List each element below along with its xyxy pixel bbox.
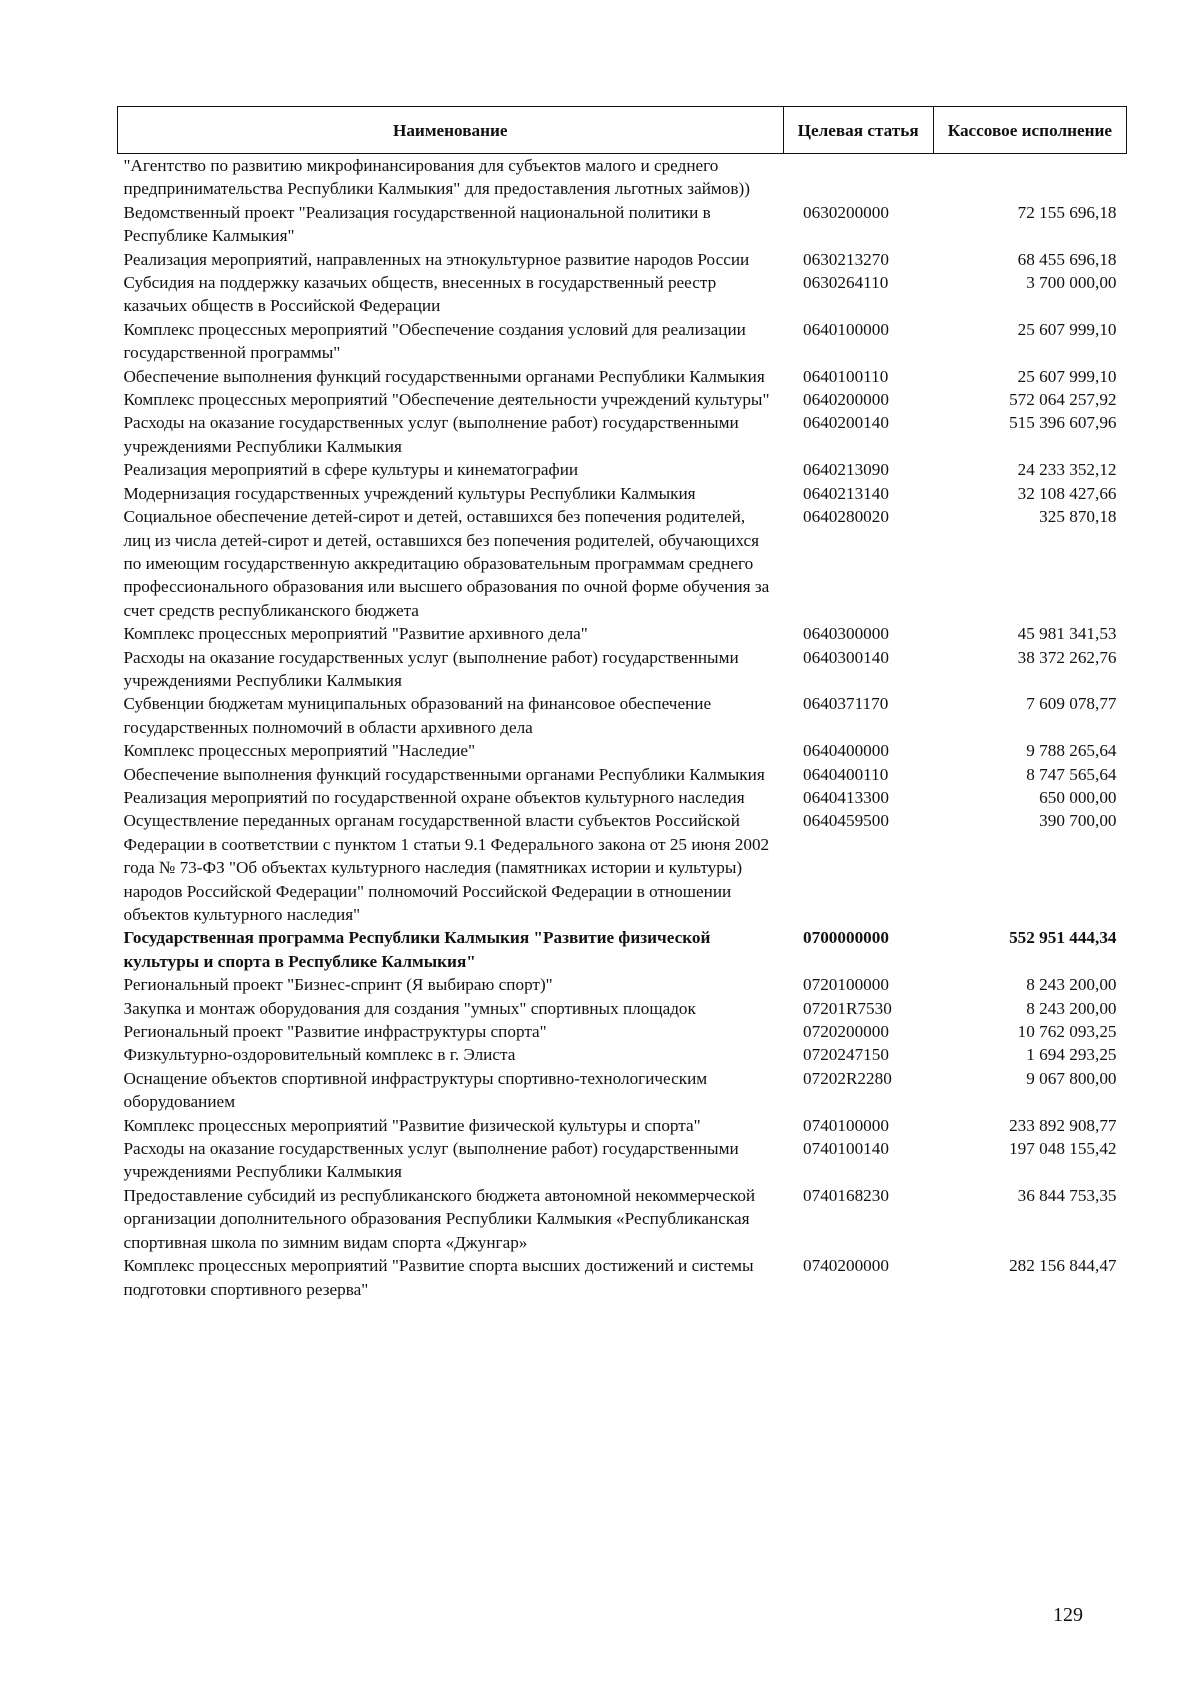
row-amount: 3 700 000,00	[1026, 273, 1117, 293]
row-name: Ведомственный проект "Реализация государственной национальной политики в Республике Калмыкия"	[123, 202, 711, 246]
row-name: Социальное обеспечение детей-сирот и детей, оставшихся без попечения родителей, лиц из числа детей-сирот и детей, оставшихся без попечения родителей, обучающихся по имеющим государственную аккредитацию образовательным программам среднего профессионального образования или высшего образования по очной форме обучения за счет средств республиканского бюджета	[123, 507, 770, 620]
row-amount: 1 694 293,25	[1026, 1045, 1117, 1065]
row-name: Реализация мероприятий, направленных на этнокультурное развитие народов России	[123, 249, 750, 269]
table-row	[118, 154, 1127, 201]
row-code: 0700000000	[803, 928, 889, 948]
row-name: Государственная программа Республики Калмыкия "Развитие физической культуры и спорта в Республике Калмыкия"	[123, 928, 711, 971]
row-code: 0640400000	[803, 741, 889, 761]
table-row	[118, 926, 1127, 973]
row-amount: 24 233 352,12	[1017, 460, 1117, 480]
row-code: 0740200000	[803, 1256, 889, 1276]
table-row	[118, 505, 1127, 622]
header-amount: Кассовое исполнение	[933, 107, 1126, 154]
table-row	[118, 1137, 1127, 1184]
row-code: 0720200000	[803, 1022, 889, 1042]
row-name: Закупка и монтаж оборудования для создания "умных" спортивных площадок	[123, 998, 696, 1018]
row-name: Комплекс процессных мероприятий "Обеспечение создания условий для реализации государственной программы"	[123, 319, 746, 363]
row-amount: 8 243 200,00	[1026, 975, 1117, 995]
table-row	[118, 1114, 1127, 1137]
row-code: 0640213140	[803, 483, 889, 503]
row-code: 0630213270	[803, 249, 889, 269]
row-amount: 9 067 800,00	[1026, 1068, 1117, 1088]
row-amount: 7 609 078,77	[1026, 694, 1117, 714]
row-amount: 68 455 696,18	[1017, 249, 1117, 269]
table-row	[118, 365, 1127, 388]
row-name: Обеспечение выполнения функций государственными органами Республики Калмыкия	[123, 764, 765, 784]
row-amount: 233 892 908,77	[1009, 1115, 1117, 1135]
row-name: Оснащение объектов спортивной инфраструктуры спортивно-технологическим оборудованием	[123, 1068, 708, 1112]
row-code: 0720247150	[803, 1045, 889, 1065]
row-code: 0640300000	[803, 624, 889, 644]
table-row	[118, 458, 1127, 481]
row-code: 0640100000	[803, 319, 889, 339]
row-code: 0630264110	[803, 273, 889, 293]
row-amount: 25 607 999,10	[1017, 319, 1117, 339]
row-amount	[933, 154, 1126, 201]
row-amount: 572 064 257,92	[1009, 390, 1117, 410]
row-code: 07201R7530	[803, 998, 892, 1018]
table-row	[118, 248, 1127, 271]
row-amount: 552 951 444,34	[1009, 928, 1117, 948]
row-code: 0740100140	[803, 1139, 889, 1159]
table-row	[118, 388, 1127, 411]
row-amount: 72 155 696,18	[1017, 202, 1117, 222]
budget-table	[117, 106, 1127, 1301]
row-amount: 38 372 262,76	[1017, 647, 1117, 667]
row-name: Субсидия на поддержку казачьих обществ, внесенных в государственный реестр казачьих обществ в Российской Федерации	[123, 273, 717, 316]
table-row	[118, 1067, 1127, 1114]
row-name: Обеспечение выполнения функций государственными органами Республики Калмыкия	[123, 366, 765, 386]
table-row	[118, 1043, 1127, 1066]
page-number: 129	[1053, 1604, 1083, 1626]
row-code: 0640280020	[803, 507, 889, 527]
row-amount: 9 788 265,64	[1026, 741, 1117, 761]
header-code: Целевая статья	[783, 107, 933, 154]
row-amount: 45 981 341,53	[1017, 624, 1117, 644]
table-body	[118, 154, 1127, 1301]
row-code: 0640400110	[803, 764, 889, 784]
table-row	[118, 692, 1127, 739]
row-name: Предоставление субсидий из республиканского бюджета автономной некоммерческой организации дополнительного образования Республики Калмыкия «Республиканская спортивная школа по зимним видам спорта «Джунгар»	[123, 1185, 756, 1252]
row-name: "Агентство по развитию микрофинансирования для субъектов малого и среднего предпринимательства Республики Калмыкия" для предоставления льготных займов))	[123, 156, 750, 199]
row-code: 0740100000	[803, 1115, 889, 1135]
row-name: Расходы на оказание государственных услуг (выполнение работ) государственными учреждениями Республики Калмыкия	[123, 413, 739, 456]
row-code: 0720100000	[803, 975, 889, 995]
row-amount: 8 243 200,00	[1026, 998, 1117, 1018]
table-header-row	[118, 107, 1127, 154]
row-code: 0640200000	[803, 390, 889, 410]
row-amount: 25 607 999,10	[1017, 366, 1117, 386]
row-code	[783, 154, 933, 201]
row-code: 0740168230	[803, 1185, 889, 1205]
row-code: 0640100110	[803, 366, 889, 386]
table-row	[118, 809, 1127, 926]
row-name: Комплекс процессных мероприятий "Развитие спорта высших достижений и системы подготовки спортивного резерва"	[123, 1256, 754, 1299]
row-name: Модернизация государственных учреждений культуры Республики Калмыкия	[123, 483, 696, 503]
row-amount: 282 156 844,47	[1009, 1256, 1117, 1276]
row-code: 0640413300	[803, 787, 889, 807]
row-amount: 390 700,00	[1039, 811, 1117, 831]
table-row	[118, 763, 1127, 786]
row-name: Комплекс процессных мероприятий "Обеспечение деятельности учреждений культуры"	[123, 390, 770, 410]
row-name: Реализация мероприятий по государственной охране объектов культурного наследия	[123, 787, 745, 807]
row-name: Комплекс процессных мероприятий "Развитие архивного дела"	[123, 624, 588, 644]
row-code: 0630200000	[803, 202, 889, 222]
row-name: Региональный проект "Бизнес-спринт (Я выбираю спорт)"	[123, 975, 553, 995]
table-row	[118, 973, 1127, 996]
row-code: 0640371170	[803, 694, 889, 714]
row-name: Региональный проект "Развитие инфраструктуры спорта"	[123, 1022, 547, 1042]
row-name: Расходы на оказание государственных услуг (выполнение работ) государственными учреждениями Республики Калмыкия	[123, 1139, 739, 1182]
table-row	[118, 1254, 1127, 1301]
row-name: Расходы на оказание государственных услуг (выполнение работ) государственными учреждениями Республики Калмыкия	[123, 647, 739, 690]
row-amount: 650 000,00	[1039, 787, 1117, 807]
row-name: Комплекс процессных мероприятий "Наследие"	[123, 741, 476, 761]
table-row	[118, 739, 1127, 762]
row-amount: 197 048 155,42	[1009, 1139, 1117, 1159]
row-code: 0640459500	[803, 811, 889, 831]
row-code: 07202R2280	[803, 1068, 892, 1088]
table-row	[118, 271, 1127, 318]
table-row	[118, 201, 1127, 248]
row-amount: 515 396 607,96	[1009, 413, 1117, 433]
table-row	[118, 646, 1127, 693]
table-row	[118, 622, 1127, 645]
row-name: Физкультурно-оздоровительный комплекс в г. Элиста	[123, 1045, 516, 1065]
table-row	[118, 482, 1127, 505]
row-name: Субвенции бюджетам муниципальных образований на финансовое обеспечение государственных полномочий в области архивного дела	[123, 694, 712, 737]
table-row	[118, 318, 1127, 365]
table-row	[118, 786, 1127, 809]
row-name: Реализация мероприятий в сфере культуры и кинематографии	[123, 460, 579, 480]
row-name: Осуществление переданных органам государственной власти субъектов Российской Федерации в соответствии с пунктом 1 статьи 9.1 Федерального закона от 25 июня 2002 года № 73-ФЗ "Об объектах культурного наследия (памятниках истории и культуры) народов Российской Федерации" полномочий Российской Федерации в отношении объектов культурного наследия"	[123, 811, 770, 924]
table-row	[118, 997, 1127, 1020]
row-amount: 10 762 093,25	[1017, 1022, 1117, 1042]
row-amount: 36 844 753,35	[1017, 1185, 1117, 1205]
row-amount: 32 108 427,66	[1017, 483, 1117, 503]
row-code: 0640213090	[803, 460, 889, 480]
row-code: 0640300140	[803, 647, 889, 667]
table-row	[118, 1020, 1127, 1043]
table-row	[118, 1184, 1127, 1254]
row-name: Комплекс процессных мероприятий "Развитие физической культуры и спорта"	[123, 1115, 701, 1135]
row-amount: 8 747 565,64	[1026, 764, 1117, 784]
row-amount: 325 870,18	[1039, 507, 1117, 527]
row-code: 0640200140	[803, 413, 889, 433]
header-name: Наименование	[118, 107, 784, 154]
table-row	[118, 411, 1127, 458]
